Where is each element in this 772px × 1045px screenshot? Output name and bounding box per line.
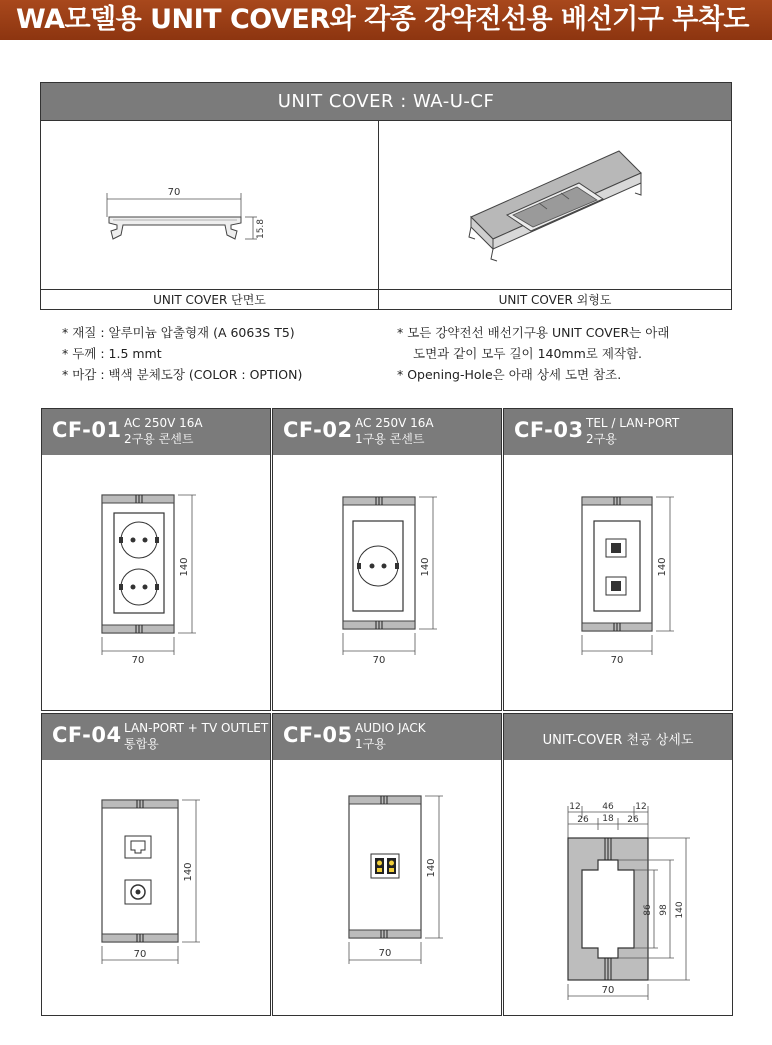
dim-inner-98: 98 <box>659 904 669 916</box>
product-code: CF-05 <box>283 723 353 747</box>
dim-width-label: 70 <box>131 655 145 666</box>
dim-height-label: 140 <box>426 858 437 878</box>
opening-detail-drawing <box>504 760 732 1016</box>
product-description <box>124 720 268 752</box>
product-header <box>273 714 501 760</box>
dim-width-label: 70 <box>610 655 624 666</box>
note-thickness: * 두께 : 1.5 mmt <box>62 346 162 361</box>
dim-width-label: 70 <box>133 949 147 960</box>
product-spec: AC 250V 16A <box>355 416 434 430</box>
dim-top-right: 12 <box>635 802 647 812</box>
dim-width-label: 70 <box>372 655 386 666</box>
product-description <box>586 415 679 447</box>
lan-port <box>125 836 151 858</box>
section-width-label: 70 <box>167 187 181 198</box>
product-description <box>124 415 203 447</box>
socket-lower <box>121 569 157 605</box>
product-cell-cf-05 <box>272 713 502 1016</box>
dim-width-label: 70 <box>378 948 392 959</box>
note-opening: * Opening-Hole은 아래 상세 도면 참조. <box>397 367 622 382</box>
detail-header <box>504 714 732 760</box>
dim-top-left: 12 <box>569 802 581 812</box>
socket <box>358 546 398 586</box>
dim-height-label: 140 <box>657 557 668 577</box>
product-code: CF-02 <box>283 418 353 442</box>
cf-05-drawing <box>273 760 501 1016</box>
dim-sub-right: 26 <box>627 815 639 825</box>
product-type: 2구용 <box>586 432 617 446</box>
dim-sub-mid: 18 <box>602 814 614 824</box>
dim-height-label: 140 <box>179 557 190 577</box>
product-header <box>42 409 270 455</box>
cf-02-drawing <box>273 455 501 711</box>
product-header <box>273 409 501 455</box>
product-type: 통합용 <box>124 737 159 751</box>
dim-outer-140: 140 <box>675 901 685 919</box>
dim-sub-left: 26 <box>577 815 589 825</box>
dim-height-label: 140 <box>183 862 194 882</box>
socket-upper <box>121 522 157 558</box>
product-code: CF-01 <box>52 418 122 442</box>
exterior-svg <box>379 121 731 289</box>
dim-top-mid: 46 <box>602 802 614 812</box>
product-cell-cf-03 <box>503 408 733 711</box>
product-code: CF-04 <box>52 723 122 747</box>
exterior-caption: UNIT COVER 외형도 <box>379 289 731 309</box>
product-spec: LAN-PORT + TV OUTLET <box>124 721 269 735</box>
dim-height-label: 140 <box>420 557 431 577</box>
product-description <box>355 415 434 447</box>
cf-04-drawing <box>42 760 270 1016</box>
detail-title: UNIT-COVER 천공 상세도 <box>542 733 694 748</box>
product-spec: AUDIO JACK <box>355 721 426 735</box>
cross-section-svg <box>41 121 379 289</box>
product-cell-cf-01 <box>41 408 271 711</box>
product-code: CF-03 <box>514 418 584 442</box>
unit-cover-header: UNIT COVER : WA-U-CF <box>41 83 731 121</box>
note-length: * 모든 강약전선 배선기구용 UNIT COVER는 아래 <box>397 325 670 340</box>
page-banner: WA모델용 UNIT COVER와 각종 강약전선용 배선기구 부착도 <box>0 0 772 40</box>
cf-03-drawing <box>504 455 732 711</box>
product-spec: TEL / LAN-PORT <box>586 416 680 430</box>
dim-width-label: 70 <box>601 985 615 996</box>
opening-hole <box>582 860 634 958</box>
section-caption: UNIT COVER 단면도 <box>41 289 379 309</box>
cross-section-drawing <box>41 121 379 289</box>
opening-detail-cell <box>503 713 733 1016</box>
unit-cover-panel <box>40 82 732 310</box>
product-header <box>42 714 270 760</box>
spec-notes <box>62 322 382 385</box>
product-header <box>504 409 732 455</box>
note-finish: * 마감 : 백색 분체도장 (COLOR : OPTION) <box>62 367 303 382</box>
product-type: 1구용 <box>355 737 386 751</box>
product-type: 2구용 콘센트 <box>124 432 194 446</box>
section-height-label: 15.8 <box>256 218 266 240</box>
exterior-drawing <box>379 121 731 289</box>
dim-inner-86: 86 <box>643 904 653 916</box>
note-length-cont: 도면과 같이 모두 길이 140mm로 제작함. <box>413 346 643 361</box>
note-material: * 재질 : 알루미늄 압출형재 (A 6063S T5) <box>62 325 295 340</box>
product-spec: AC 250V 16A <box>124 416 203 430</box>
product-description <box>355 720 426 752</box>
product-type: 1구용 콘센트 <box>355 432 425 446</box>
fabrication-notes <box>397 322 737 385</box>
cf-01-drawing <box>42 455 270 711</box>
product-cell-cf-02 <box>272 408 502 711</box>
product-cell-cf-04 <box>41 713 271 1016</box>
